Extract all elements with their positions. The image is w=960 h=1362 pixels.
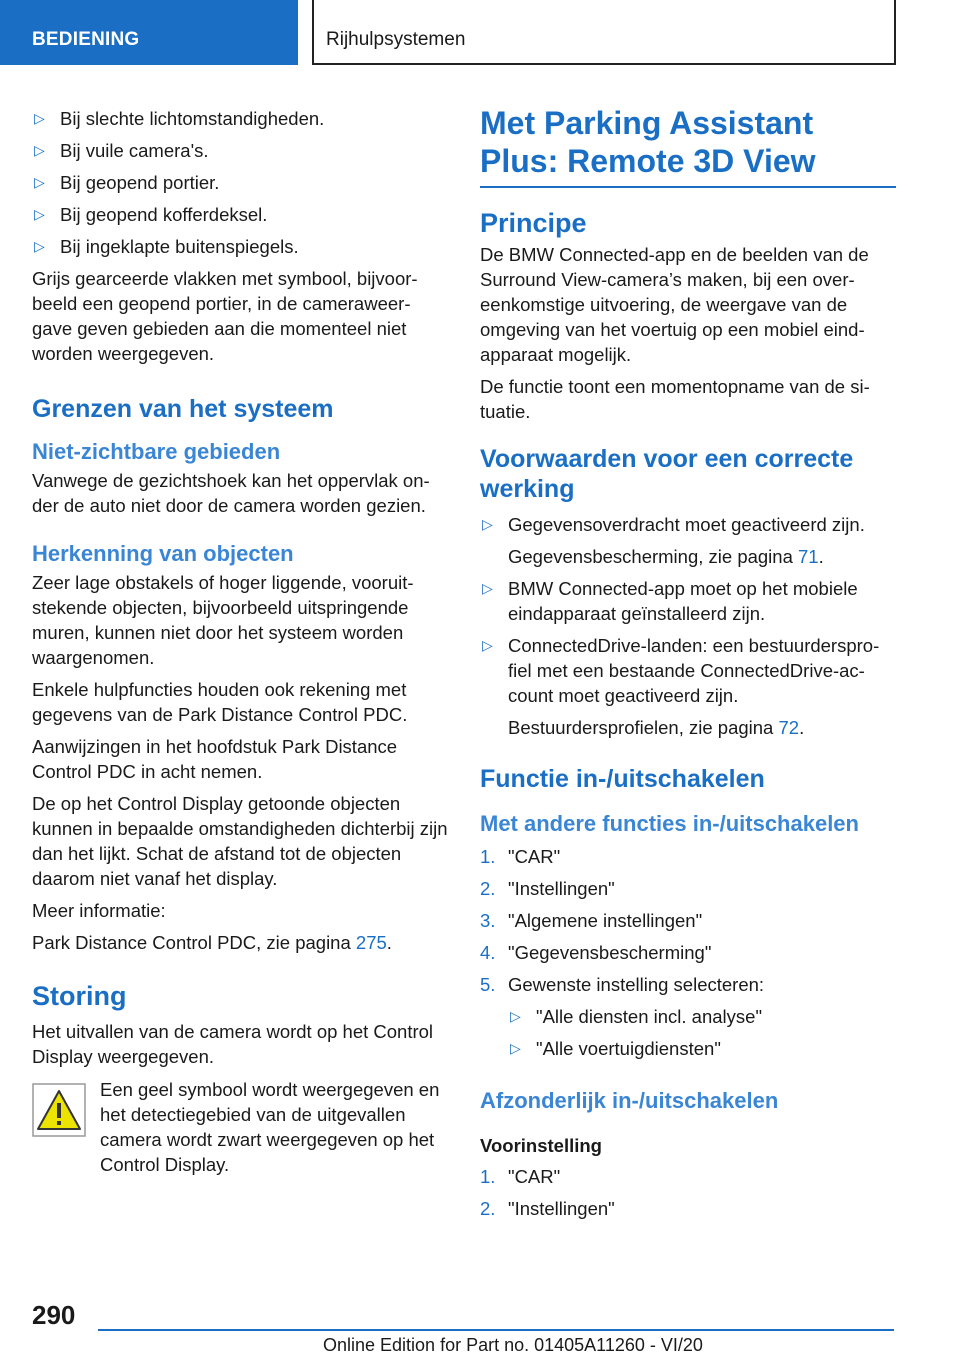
footer-edition: Online Edition for Part no. 01405A11260 - VI/20 — [323, 1335, 703, 1355]
page-link-71[interactable]: 71 — [798, 546, 819, 567]
list-item: ▷ "Alle diensten incl. analyse" — [510, 1006, 763, 1027]
heading-separate: Afzonderlijk in-/uitschakelen — [480, 1088, 779, 1113]
paragraph-principle-2: De functie toont een momentopname van de si-tuatie. — [480, 376, 870, 422]
preset-label: Voorinstelling — [480, 1135, 602, 1156]
left-column — [32, 100, 448, 1177]
paragraph-objects-1: Zeer lage obstakels of hoger liggende, vooruit-stekende objecten, bijvoorbeeld uitspringende muren, kunnen niet door het systeem worden waargenomen. — [32, 572, 414, 668]
paragraph-objects-2: Enkele hulpfuncties houden ook rekening met gegevens van de Park Distance Control PDC. — [32, 679, 408, 725]
list-item: ▷ Gegevensoverdracht moet geactiveerd zijn. — [482, 514, 865, 535]
list-item: 4. "Gegevensbescherming" — [480, 942, 712, 963]
list-item: 1. "CAR" — [480, 1166, 561, 1187]
list-item: ▷ "Alle voertuigdiensten" — [510, 1038, 721, 1059]
heading-principle: Principe — [480, 208, 587, 238]
page-number: 290 — [32, 1300, 76, 1330]
page-section-title: Met Parking Assistant Plus: Remote 3D View — [480, 104, 896, 188]
triangle-bullet-icon: ▷ — [34, 206, 45, 222]
chapter-title: Rijhulpsystemen — [312, 0, 896, 65]
more-info-label: Meer informatie: — [32, 900, 166, 921]
heading-limits: Grenzen van het systeem — [32, 395, 334, 423]
triangle-bullet-icon: ▷ — [482, 637, 493, 653]
paragraph-fault: Het uitvallen van de camera wordt op het Control Display weergegeven. — [32, 1021, 434, 1067]
list-item: ▷ Bij slechte lichtomstandigheden. — [34, 108, 325, 129]
list-item: ▷ Bij vuile camera's. — [34, 140, 209, 161]
list-item: ▷ Bij geopend kofferdeksel. — [34, 204, 268, 225]
page-link-275[interactable]: 275 — [355, 932, 387, 953]
triangle-bullet-icon: ▷ — [510, 1040, 521, 1056]
right-column — [480, 104, 896, 1228]
triangle-bullet-icon: ▷ — [34, 174, 45, 190]
warning-triangle-icon — [32, 1083, 86, 1137]
triangle-bullet-icon: ▷ — [482, 516, 493, 532]
paragraph-objects-3: Aanwijzingen in het hoofdstuk Park Distance Control PDC in acht nemen. — [32, 736, 398, 782]
list-item: 3. "Algemene instellingen" — [480, 910, 703, 931]
list-item: ▷ Bij ingeklapte buitenspiegels. — [34, 236, 299, 257]
triangle-bullet-icon: ▷ — [482, 580, 493, 596]
list-item: 1. "CAR" — [480, 846, 561, 867]
list-item: ▷ Bij geopend portier. — [34, 172, 220, 193]
page-link-72[interactable]: 72 — [778, 717, 800, 738]
list-item: 5. Gewenste instelling selecteren: — [480, 974, 765, 995]
warning-note — [32, 1077, 448, 1177]
list-item: ▷ ConnectedDrive-landen: een bestuurderspro-fiel met een bestaande ConnectedDrive-ac-count moet geactiveerd zijn. — [482, 635, 880, 706]
list-item: 2. "Instellingen" — [480, 1198, 615, 1219]
data-protection-reference: Gegevensbescherming, zie pagina 71. — [508, 546, 824, 567]
triangle-bullet-icon: ▷ — [34, 142, 45, 158]
heading-blind-areas: Niet-zichtbare gebieden — [32, 439, 281, 464]
heading-other-functions: Met andere functies in-/uitschakelen — [480, 811, 859, 836]
driver-profiles-reference: Bestuurdersprofielen, zie pagina 72. — [508, 717, 805, 738]
footer-rule — [98, 1329, 894, 1331]
triangle-bullet-icon: ▷ — [34, 110, 45, 126]
warning-text-block: Een geel symbool wordt weergegeven en het detectiegebied van de uitgevallen camera wordt zwart weergegeven op het Control Display. — [100, 1079, 440, 1175]
heading-object-detection: Herkenning van objecten — [32, 541, 294, 566]
list-item: 2. "Instellingen" — [480, 878, 615, 899]
heading-fault: Storing — [32, 981, 127, 1011]
triangle-bullet-icon: ▷ — [510, 1008, 521, 1024]
paragraph-objects-4: De op het Control Display getoonde objecten kunnen in bepaalde omstandigheden dichterbij zijn dan het lijkt. Schat de afstand tot de objecten daarom niet vanaf het display. — [32, 793, 448, 889]
section-tab: BEDIENING — [0, 0, 298, 65]
paragraph-principle-1: De BMW Connected-app en de beelden van de Surround View-camera’s maken, bij een over-eenkomstige uitvoering, de weergave van de omgeving van het voertuig op een mobiel eind-apparaat mogelijk. — [480, 244, 869, 365]
heading-onoff: Functie in-/uitschakelen — [480, 765, 765, 793]
paragraph-blind-areas: Vanwege de gezichtshoek kan het oppervlak on-der de auto niet door de camera worden gezien. — [32, 470, 430, 516]
list-item: ▷ BMW Connected-app moet op het mobiele eindapparaat geïnstalleerd zijn. — [482, 578, 858, 624]
pdc-reference: Park Distance Control PDC, zie pagina 275. — [32, 932, 392, 953]
heading-requirements: Voorwaarden voor een correcte werking — [480, 445, 854, 503]
triangle-bullet-icon: ▷ — [34, 238, 45, 254]
paragraph-grey-areas: Grijs gearceerde vlakken met symbool, bijvoor-beeld een geopend portier, in de cameraweer-gave geven gebieden aan die momenteel niet worden weergegeven. — [32, 268, 418, 364]
